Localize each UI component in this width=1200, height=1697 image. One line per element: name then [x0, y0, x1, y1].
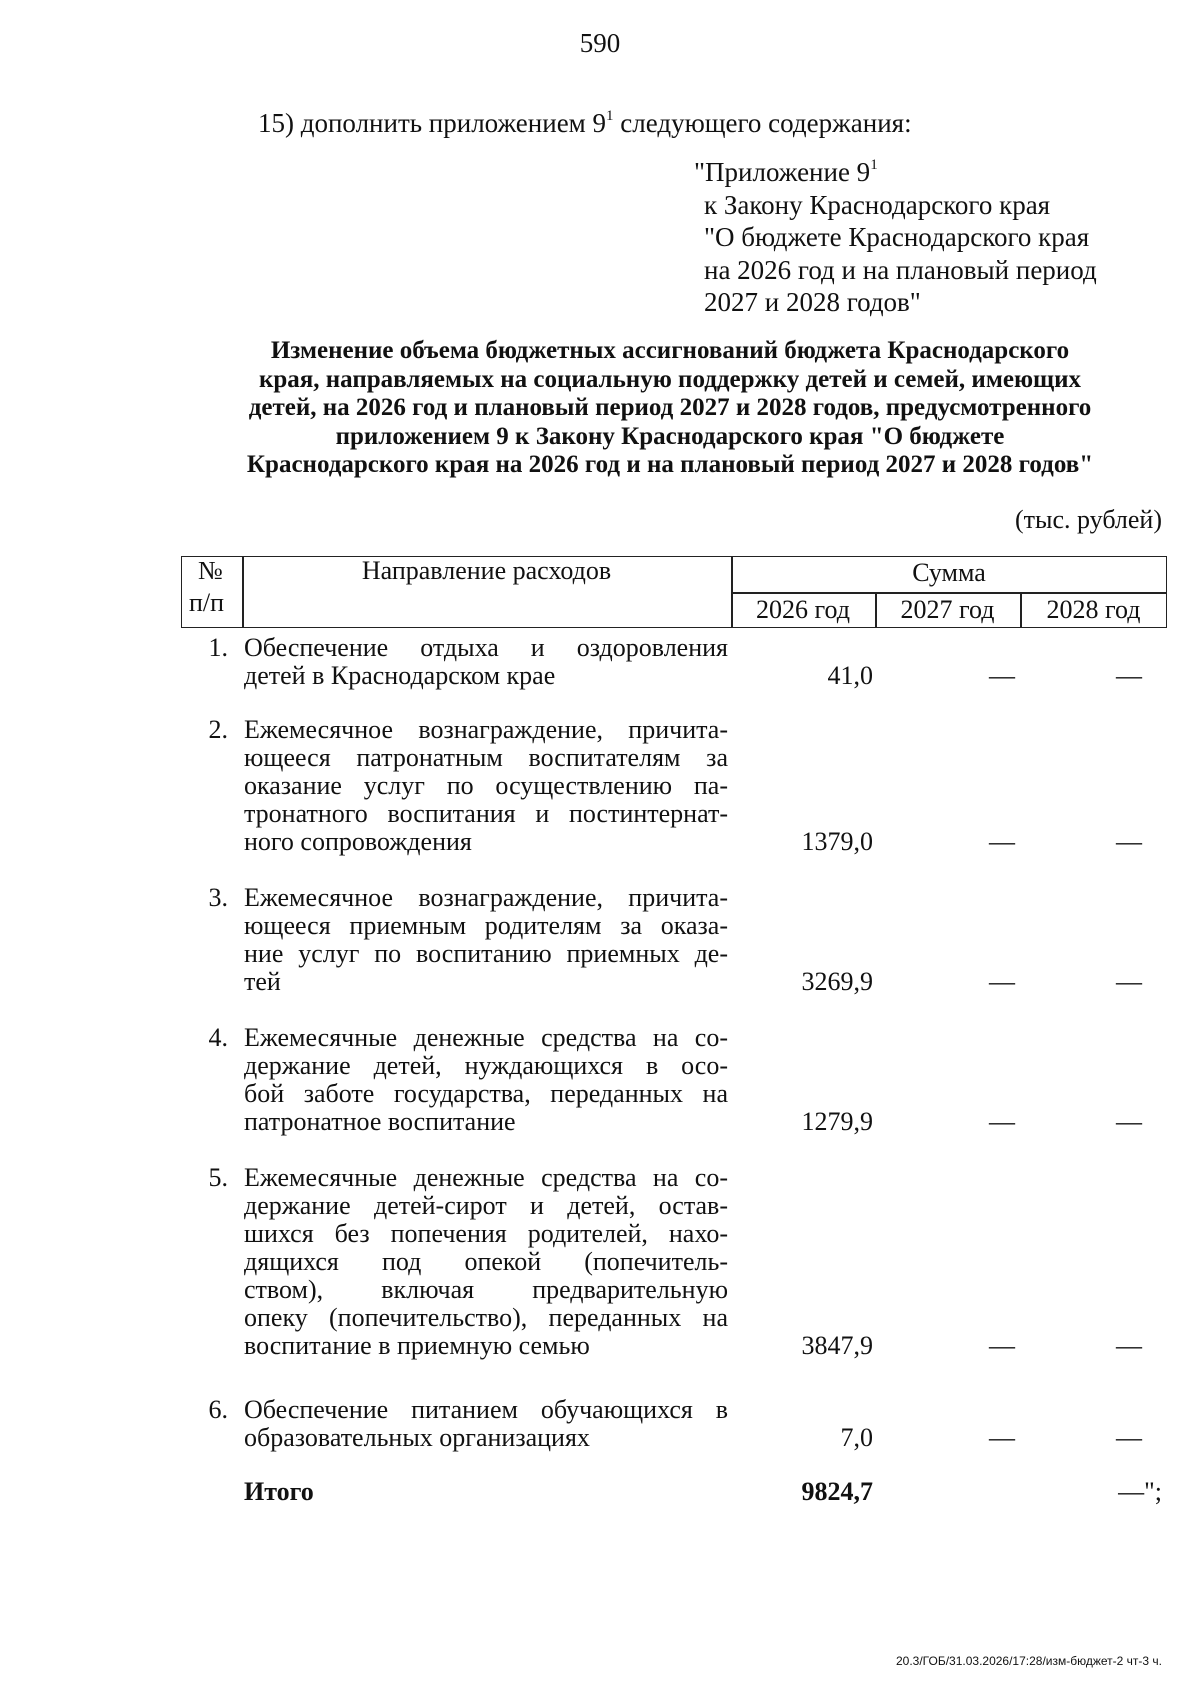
header-num-sub: п/п [189, 588, 225, 617]
total-label: Итого [244, 1477, 314, 1506]
header-2028: 2028 год [1046, 595, 1141, 624]
header-num: № [198, 556, 223, 585]
intro-line: 15) дополнить приложением $9^1$ следующего содержания: [258, 108, 912, 138]
header-2026: 2026 год [756, 595, 850, 624]
page-number: 590 [579, 28, 621, 58]
header-direction: Направление расходов [361, 556, 612, 585]
total-2028: —"; [1118, 1477, 1162, 1506]
header-2027: 2027 год [900, 595, 995, 624]
document-title: Изменение объема бюджетных ассигнований бюджета Краснодарского края, направляемых на социальную поддержку детей и семей, имеющих детей, на 2026 год и плановый период 2027 и 2028 годов, предусмотренного приложением 9 к Закону Краснодарского края "О бюджете Краснодарского края на 2026 год и на плановый период 2027 и 2028 годов" [246, 337, 1094, 478]
appendix-header: "Приложение $9^1$ к Закону Краснодарского края "О бюджете Краснодарского края на 2026 год и на плановый период 2027 и 2028 годов" [694, 157, 1097, 317]
units-label: (тыс. рублей) [1014, 505, 1162, 534]
header-sum: Сумма [912, 558, 986, 587]
footer-code: 20.3/ГОБ/31.03.2026/17:28/изм-бюджет-2 чт-3 ч. [895, 1654, 1162, 1668]
total-2026: 9824,7 [801, 1477, 873, 1506]
